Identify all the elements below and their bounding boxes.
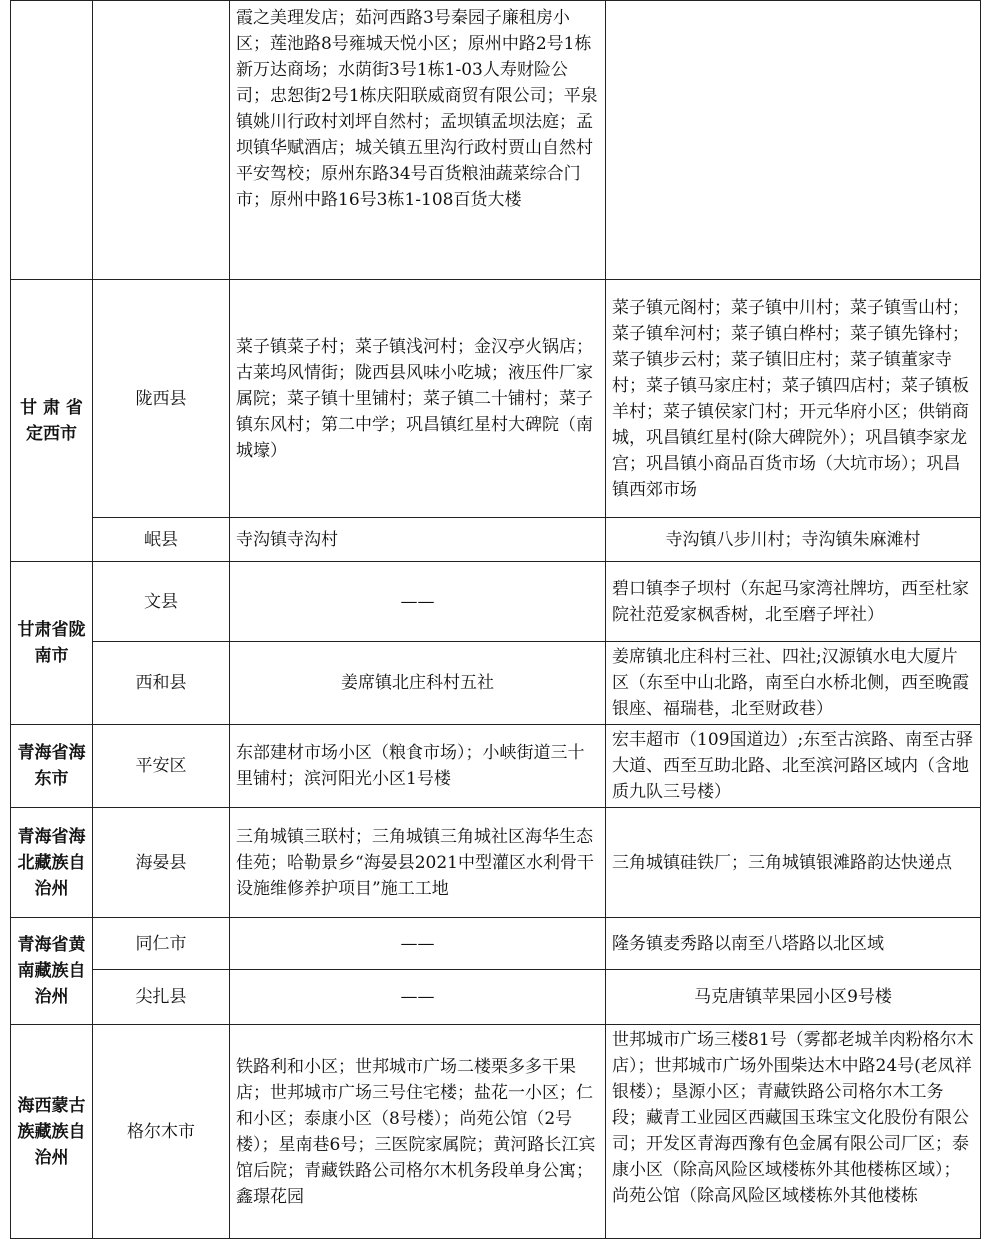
high-risk-cell: —— xyxy=(230,970,606,1025)
high-risk-cell: 菜子镇菜子村；菜子镇浅河村；金汉亭火锅店；古莱坞风情街；陇西县风味小吃城；液压件厂家属院；菜子镇十里铺村；菜子镇二十铺村；菜子镇东风村；第二中学；巩昌镇红星村大碑院（南城壕） xyxy=(230,280,606,518)
county-cell: 海晏县 xyxy=(93,808,230,918)
high-risk-cell: 姜席镇北庄科村五社 xyxy=(230,642,606,725)
table-row xyxy=(11,1025,981,1239)
county-cell: 平安区 xyxy=(93,725,230,808)
county-cell: 同仁市 xyxy=(93,918,230,970)
city-cell: 甘肃省陇南市 xyxy=(11,562,93,725)
high-risk-cell: 寺沟镇寺沟村 xyxy=(230,518,606,562)
city-cell: 青海省海北藏族自治州 xyxy=(11,808,93,918)
mid-risk-cell: 宏丰超市（109国道边）;东至古滨路、南至古驿大道、西至互助北路、北至滨河路区域内（含地质九队三号楼） xyxy=(606,725,981,808)
high-risk-cell: 霞之美理发店；茹河西路3号秦园子廉租房小区；莲池路8号雍城天悦小区；原州中路2号1栋新万达商场；水荫街3号1栋1-03人寿财险公司；忠恕街2号1栋庆阳联威商贸有限公司；平泉镇姚川行政村刘坪自然村；孟坝镇孟坝法庭；孟坝镇华赋酒店；城关镇五里沟行政村贾山自然村平安驾校；原州东路34号百货粮油蔬菜综合门市；原州中路16号3栋1-108百货大楼 xyxy=(230,1,606,280)
high-risk-cell: —— xyxy=(230,918,606,970)
city-cell: 甘 肃 省 定西市 xyxy=(11,280,93,562)
table-row xyxy=(11,1,981,280)
table-row xyxy=(11,725,981,808)
table-row xyxy=(11,562,981,642)
city-cell xyxy=(11,1,93,280)
high-risk-cell: —— xyxy=(230,562,606,642)
city-cell: 青海省海东市 xyxy=(11,725,93,808)
mid-risk-cell: 菜子镇元阁村；菜子镇中川村；菜子镇雪山村；菜子镇牟河村；菜子镇白桦村；菜子镇先锋村；菜子镇步云村；菜子镇旧庄村；菜子镇董家寺村；菜子镇马家庄村；菜子镇四店村；菜子镇板羊村；菜子镇侯家门村；开元华府小区；供销商城，巩昌镇红星村(除大碑院外）；巩昌镇李家龙宫；巩昌镇小商品百货市场（大坑市场）；巩昌镇西郊市场 xyxy=(606,280,981,518)
city-cell: 青海省黄南藏族自治州 xyxy=(11,918,93,1025)
county-cell: 尖扎县 xyxy=(93,970,230,1025)
county-cell: 西和县 xyxy=(93,642,230,725)
high-risk-cell: 铁路利和小区；世邦城市广场二楼栗多多干果店；世邦城市广场三号住宅楼；盐花一小区；仁和小区；泰康小区（8号楼）；尚苑公馆（2号楼）；星南巷6号；三医院家属院；黄河路长江宾馆后院；青藏铁路公司格尔木机务段单身公寓；鑫璟花园 xyxy=(230,1025,606,1239)
county-cell: 陇西县 xyxy=(93,280,230,518)
mid-risk-cell: 隆务镇麦秀路以南至八塔路以北区域 xyxy=(606,918,981,970)
county-cell: 格尔木市 xyxy=(93,1025,230,1239)
mid-risk-cell: 三角城镇硅铁厂；三角城镇银滩路韵达快递点 xyxy=(606,808,981,918)
table-row xyxy=(11,642,981,725)
table-row xyxy=(11,970,981,1025)
table-row xyxy=(11,808,981,918)
city-cell: 海西蒙古族藏族自治州 xyxy=(11,1025,93,1239)
county-cell: 文县 xyxy=(93,562,230,642)
mid-risk-cell: 姜席镇北庄科村三社、四社;汉源镇水电大厦片区（东至中山北路，南至白水桥北侧，西至晚霞银座、福瑞巷，北至财政巷） xyxy=(606,642,981,725)
mid-risk-cell: 马克唐镇苹果园小区9号楼 xyxy=(606,970,981,1025)
table-row xyxy=(11,918,981,970)
county-cell xyxy=(93,1,230,280)
mid-risk-cell xyxy=(606,1,981,280)
mid-risk-cell: 世邦城市广场三楼81号（雾都老城羊肉粉格尔木店）；世邦城市广场外围柴达木中路24号(老凤祥银楼）；垦源小区；青藏铁路公司格尔木工务段；藏青工业园区西藏国玉珠宝文化股份有限公司；开发区青海西豫有色金属有限公司厂区；泰康小区（除高风险区域楼栋外其他楼栋区域）；尚苑公馆（除高风险区域楼栋外其他楼栋 xyxy=(606,1025,981,1239)
county-cell: 岷县 xyxy=(93,518,230,562)
mid-risk-cell: 寺沟镇八步川村；寺沟镇朱麻滩村 xyxy=(606,518,981,562)
risk-area-table xyxy=(10,0,981,1239)
high-risk-cell: 三角城镇三联村；三角城镇三角城社区海华生态佳苑；哈勒景乡“海晏县2021中型灌区水利骨干设施维修养护项目”施工工地 xyxy=(230,808,606,918)
high-risk-cell: 东部建材市场小区（粮食市场）；小峡街道三十里铺村；滨河阳光小区1号楼 xyxy=(230,725,606,808)
mid-risk-cell: 碧口镇李子坝村（东起马家湾社牌坊，西至杜家院社范爱家枫香树，北至磨子坪社） xyxy=(606,562,981,642)
table-row xyxy=(11,518,981,562)
table-row xyxy=(11,280,981,518)
